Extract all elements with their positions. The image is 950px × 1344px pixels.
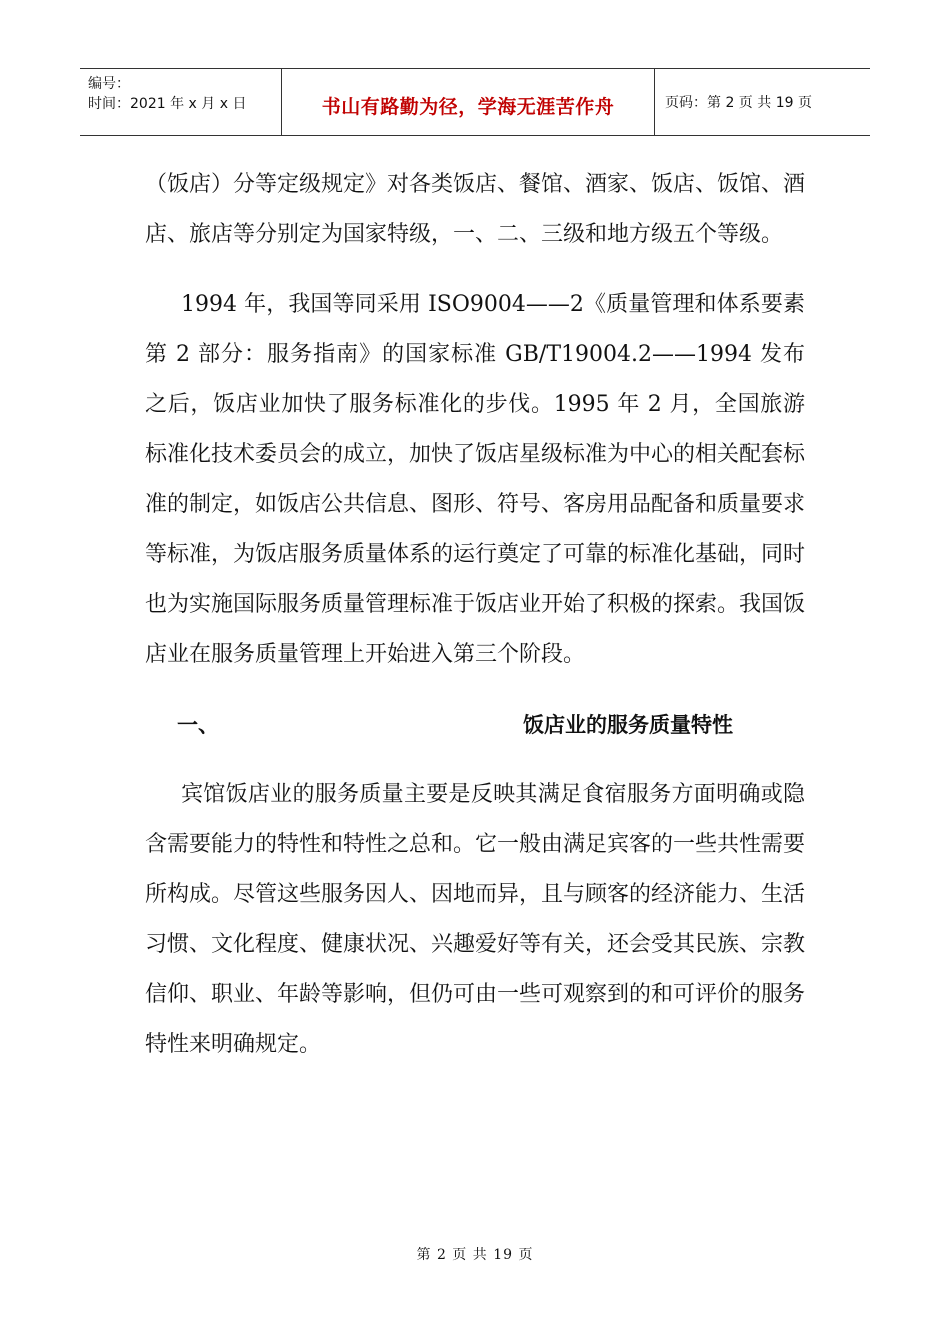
paragraph-1994-standard: 1994 年，我国等同采用 ISO9004——2《质量管理和体系要素第 2 部分：服务指南》的国家标准 GB/T19004.2——1994 发布之后，饭店业加快了服务标准化的步伐。1995 年 2 月，全国旅游标准化技术委员会的成立，加快了饭店星级标准为中心的相关配套标准的制定，如饭店公共信息、图形、符号、客房用品配备和质量要求等标准，为饭店服务质量体系的运行奠定了可靠的标准化基础，同时也为实施国际服务质量管理标准于饭店业开始了积极的探索。我国饭店业在服务质量管理上开始进入第三个阶段。 xyxy=(145,292,806,667)
date-label: 时间：2021 年 x 月 x 日 xyxy=(88,96,247,112)
header-meta-cell xyxy=(80,69,282,135)
section-heading-number: 一、 xyxy=(177,713,219,737)
paragraph-continuation: （饭店）分等定级规定》对各类饭店、餐馆、酒家、饭店、饭馆、酒店、旅店等分别定为国家特级，一、二、三级和地方级五个等级。 xyxy=(145,172,806,247)
header-page-cell xyxy=(655,69,870,135)
document-body xyxy=(145,160,805,1070)
section-heading xyxy=(145,700,805,750)
page-footer: 第 2 页 共 19 页 xyxy=(416,1247,534,1263)
paragraph-spacer xyxy=(145,750,805,770)
header-motto-cell xyxy=(282,69,655,135)
serial-number-label: 编号： xyxy=(88,76,130,92)
paragraph-spacer xyxy=(145,680,805,700)
paragraph-spacer xyxy=(145,260,805,280)
header-page-code: 页码：第 2 页 共 19 页 xyxy=(665,95,812,111)
motto-text: 书山有路勤为径，学海无涯苦作舟 xyxy=(321,95,615,118)
paragraph-service-quality: 宾馆饭店业的服务质量主要是反映其满足食宿服务方面明确或隐含需要能力的特性和特性之总和。它一般由满足宾客的一些共性需要所构成。尽管这些服务因人、因地而异，且与顾客的经济能力、生活习惯、文化程度、健康状况、兴趣爱好等有关，还会受其民族、宗教信仰、职业、年龄等影响，但仍可由一些可观察到的和可评价的服务特性来明确规定。 xyxy=(145,782,806,1057)
document-header xyxy=(80,68,870,136)
section-heading-title: 饭店业的服务质量特性 xyxy=(523,713,733,737)
